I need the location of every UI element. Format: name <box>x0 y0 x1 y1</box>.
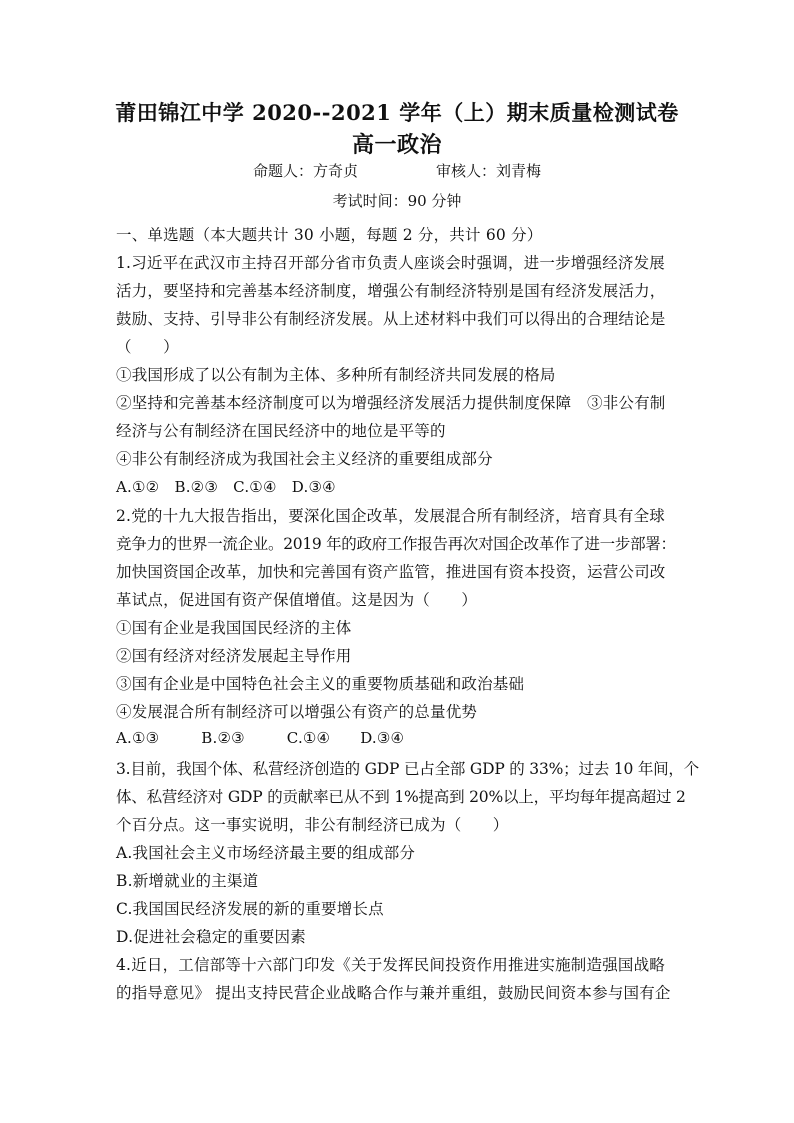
author-label: 命题人：方奇贞 <box>252 162 358 180</box>
q2-statement: ①国有企业是我国国民经济的主体 <box>116 619 352 637</box>
q2-option: C.①④ <box>286 729 331 747</box>
subject-title: 高一政治 <box>351 132 442 158</box>
q4-stem-line: 4.近日，工信部等十六部门印发《关于发挥民间投资作用推进实施制造强国战略 <box>116 956 665 974</box>
q1-stem-line: 鼓励、支持、引导非公有制经济发展。从上述材料中我们可以得出的合理结论是 <box>116 310 666 328</box>
q4-stem-line: 的指导意见》 提出支持民营企业战略合作与兼并重组，鼓励民间资本参与国有企 <box>116 984 671 1002</box>
q1-statement: ①我国形成了以公有制为主体、多种所有制经济共同发展的格局 <box>116 366 556 384</box>
section-heading: 一、单选题（本大题共计 30 小题，每题 2 分，共计 60 分） <box>116 226 543 244</box>
q2-stem-line: 2.党的十九大报告指出，要深化国企改革，发展混合所有制经济，培育具有全球 <box>116 507 665 525</box>
q3-stem-line: 3.目前，我国个体、私营经济创造的 GDP 已占全部 GDP 的 33%；过去 10 年间，个 <box>116 760 700 778</box>
q2-option: A.①③ <box>116 729 160 747</box>
exam-title: 莆田锦江中学 2020--2021 学年（上）期末质量检测试卷 <box>115 100 679 125</box>
q1-statement: ②坚持和完善基本经济制度可以为增强经济发展活力提供制度保障 ③非公有制 <box>116 394 666 412</box>
q2-statement: ②国有经济对经济发展起主导作用 <box>116 647 352 665</box>
q3-option: A.我国社会主义市场经济最主要的组成部分 <box>116 844 416 862</box>
q3-option: D.促进社会稳定的重要因素 <box>116 928 306 946</box>
q2-statement: ④发展混合所有制经济可以增强公有资产的总量优势 <box>116 703 478 721</box>
q2-stem-line: 革试点，促进国有资产保值增值。这是因为（ ） <box>116 591 478 609</box>
q3-stem-line: 体、私营经济对 GDP 的贡献率已从不到 1%提高到 20%以上，平均每年提高超过 2 <box>116 788 686 806</box>
q2-option: D.③④ <box>360 729 405 747</box>
q1-statement: ④非公有制经济成为我国社会主义经济的重要组成部分 <box>116 450 493 468</box>
q3-stem-line: 个百分点。这一事实说明，非公有制经济已成为（ ） <box>116 816 509 834</box>
q2-options <box>116 729 404 747</box>
q1-statement: 经济与公有制经济在国民经济中的地位是平等的 <box>116 422 446 440</box>
q1-options: A.①② B.②③ C.①④ D.③④ <box>116 478 336 496</box>
reviewer-label: 审核人：刘青梅 <box>436 162 542 180</box>
q1-stem-line: 1.习近平在武汉市主持召开部分省市负责人座谈会时强调，进一步增强经济发展 <box>116 254 665 272</box>
q1-stem-line: （ ） <box>116 338 179 356</box>
q2-option: B.②③ <box>201 729 245 747</box>
author-row <box>0 160 794 181</box>
q2-statement: ③国有企业是中国特色社会主义的重要物质基础和政治基础 <box>116 675 525 693</box>
q2-stem-line: 竞争力的世界一流企业。2019 年的政府工作报告再次对国企改革作了进一步部署： <box>116 535 676 553</box>
exam-time: 考试时间：90 分钟 <box>332 192 462 210</box>
q2-stem-line: 加快国资国企改革，加快和完善国有资产监管，推进国有资本投资，运营公司改 <box>116 563 666 581</box>
q3-option: B.新增就业的主渠道 <box>116 872 259 890</box>
q1-stem-line: 活力，要坚持和完善基本经济制度，增强公有制经济特别是国有经济发展活力， <box>116 282 666 300</box>
q3-option: C.我国国民经济发展的新的重要增长点 <box>116 900 384 918</box>
